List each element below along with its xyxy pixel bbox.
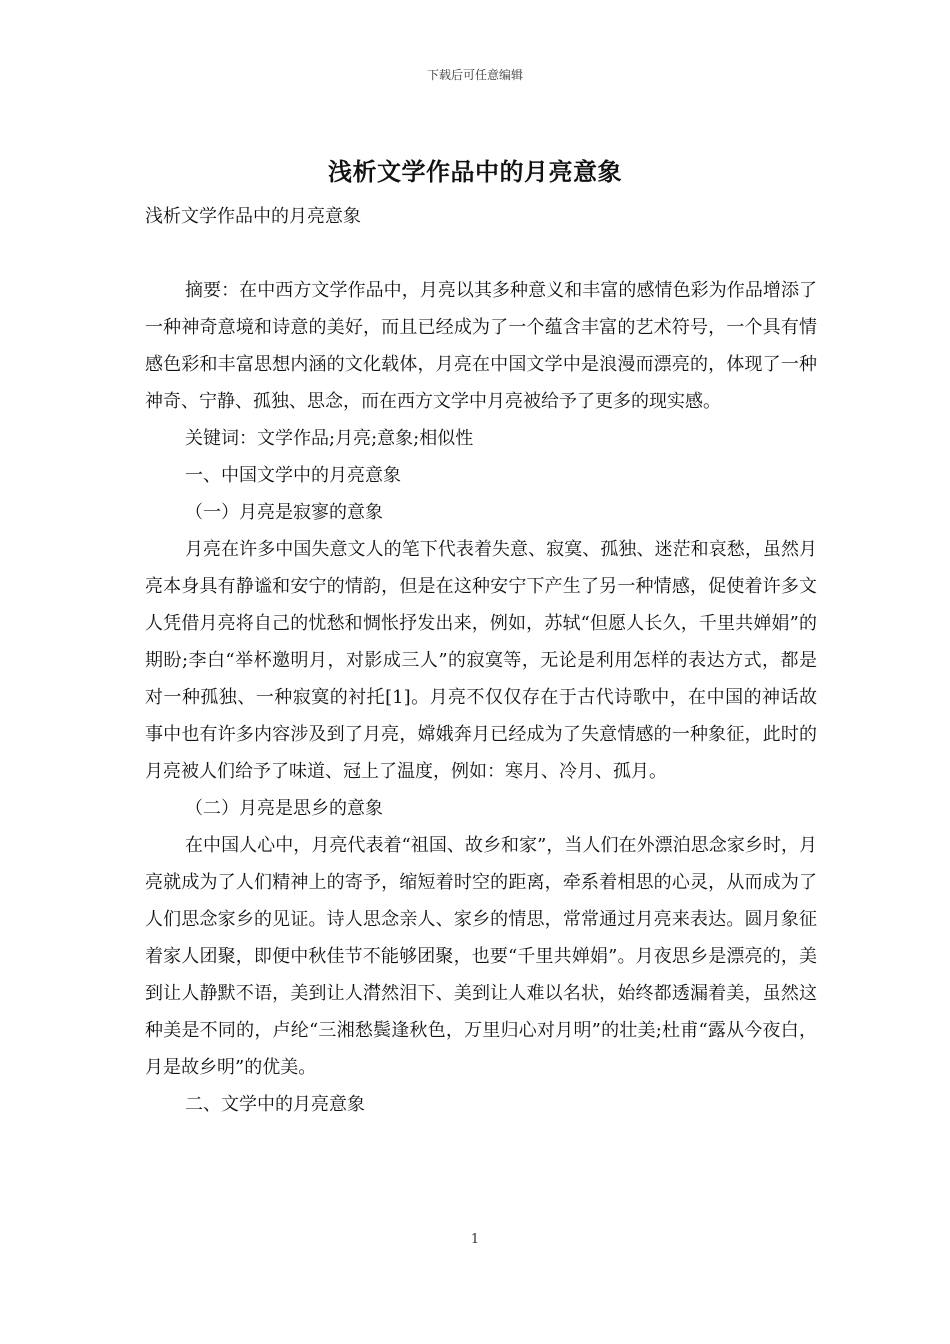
document-body: [145, 198, 817, 1123]
section-heading-2: 二、文学中的月亮意象: [185, 1094, 365, 1115]
page-number: 1: [470, 1232, 480, 1247]
paragraph-1-2: 在中国人心中，月亮代表着“祖国、故乡和家”，当人们在外漂泊思念家乡时，月亮就成为了人们精神上的寄予，缩短着时空的距离，牵系着相思的心灵，从而成为了人们思念家乡的见证。诗人思念亲人、家乡的情思，常常通过月亮来表达。圆月象征着家人团聚，即便中秋佳节不能够团聚，也要“千里共婵娟”。月夜思乡是漂亮的，美到让人静默不语，美到让人潸然泪下、美到让人难以名状，始终都透漏着美，虽然这种美是不同的，卢纶“三湘愁鬓逢秋色，万里归心对月明”的壮美;杜甫“露从今夜白，月是故乡明”的优美。: [145, 835, 817, 1078]
abstract-paragraph: 摘要：在中西方文学作品中，月亮以其多种意义和丰富的感情色彩为作品增添了一种神奇意境和诗意的美好，而且已经成为了一个蕴含丰富的艺术符号，一个具有情感色彩和丰富思想内涵的文化载体，月亮在中国文学中是浪漫而漂亮的，体现了一种神奇、宁静、孤独、思念，而在西方文学中月亮被给予了更多的现实感。: [145, 280, 817, 412]
subtitle-line: 浅析文学作品中的月亮意象: [145, 206, 361, 227]
blank-line: [145, 235, 817, 272]
keywords-line: 关键词：文学作品;月亮;意象;相似性: [185, 428, 474, 449]
page-header: 下载后可任意编辑: [426, 68, 523, 82]
section-heading-1: 一、中国文学中的月亮意象: [185, 465, 401, 486]
subsection-heading-1-1: （一）月亮是寂寥的意象: [185, 502, 383, 523]
document-title: 浅析文学作品中的月亮意象: [328, 158, 622, 186]
subsection-heading-1-2: （二）月亮是思乡的意象: [185, 798, 383, 819]
paragraph-1-1: 月亮在许多中国失意文人的笔下代表着失意、寂寞、孤独、迷茫和哀愁，虽然月亮本身具有静谧和安宁的情韵，但是在这种安宁下产生了另一种情感，促使着许多文人凭借月亮将自己的忧愁和惆怅抒发出来，例如，苏轼“但愿人长久，千里共婵娟”的期盼;李白“举杯邀明月，对影成三人”的寂寞等，无论是利用怎样的表达方式，都是对一种孤独、一种寂寞的衬托[1]。月亮不仅仅存在于古代诗歌中，在中国的神话故事中也有许多内容涉及到了月亮，嫦娥奔月已经成为了失意情感的一种象征，此时的月亮被人们给予了味道、冠上了温度，例如：寒月、冷月、孤月。: [145, 539, 817, 782]
